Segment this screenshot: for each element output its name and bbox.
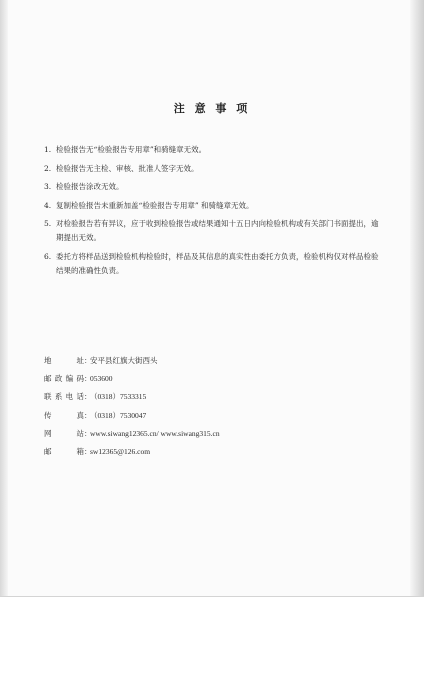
notice-number: 5. [44, 219, 52, 228]
contact-label: 传真 [44, 410, 84, 420]
contact-colon: ： [84, 356, 92, 365]
scan-shadow-right [410, 0, 424, 596]
notice-item-1 [44, 143, 380, 157]
contact-colon: ： [84, 374, 92, 384]
scan-shadow-left [0, 0, 8, 596]
page-title: 注 意 事 项 [173, 102, 251, 115]
contact-colon: ： [84, 392, 92, 402]
website-value: www.siwang12365.cn/ www.siwang315.cn [90, 428, 220, 438]
contact-colon: ： [84, 410, 92, 420]
notice-list [44, 143, 380, 282]
notice-text: 检验报告涂改无效。 [56, 182, 124, 191]
contact-label: 邮箱 [44, 446, 84, 456]
address-value: 安平县红旗大街西头 [90, 356, 158, 365]
notice-number: 1. [44, 145, 52, 154]
phone-value: （0318）7533315 [90, 392, 147, 402]
notice-number: 4. [44, 200, 52, 210]
contact-row-email [44, 443, 344, 461]
notice-item-5 [44, 217, 380, 245]
notice-number: 2. [44, 163, 52, 173]
postcode-value: 053600 [90, 374, 113, 384]
contact-row-fax [44, 407, 344, 425]
contact-row-postcode [44, 370, 344, 388]
contact-label: 网站 [44, 428, 84, 438]
contact-row-phone [44, 388, 344, 406]
notice-text: 复制检验报告未重新加盖“检验报告专用章” 和骑缝章无效。 [56, 200, 254, 210]
contact-colon: ： [84, 428, 92, 438]
email-value: sw12365@126.com [90, 446, 151, 456]
notice-item-6 [44, 250, 380, 278]
fax-value: （0318）7530047 [90, 410, 147, 420]
notice-item-2 [44, 162, 380, 176]
notice-number: 3. [44, 182, 52, 191]
notice-text: 检验报告无“检验报告专用章”和骑缝章无效。 [56, 145, 207, 154]
notice-text: 对检验报告若有异议，应于收到检验报告或结果通知十五日内向检验机构或有关部门书面提出，逾期提出无效。 [56, 219, 379, 242]
contact-label: 邮政编码 [44, 374, 84, 384]
notice-text: 检验报告无主检、审核、批准人签字无效。 [56, 163, 199, 173]
notice-item-4 [44, 199, 380, 213]
contact-row-address [44, 352, 344, 370]
notice-item-3 [44, 180, 380, 194]
contact-label: 地址 [44, 356, 84, 365]
contact-label: 联系电话 [44, 392, 84, 402]
contact-row-website [44, 425, 344, 443]
notice-text: 委托方将样品送到检验机构检验时，样品及其信息的真实性由委托方负责，检验机构仅对样品检验结果的准确性负责。 [56, 251, 379, 275]
notice-number: 6. [44, 251, 52, 261]
contact-info [44, 352, 344, 461]
contact-colon: ： [84, 446, 92, 456]
